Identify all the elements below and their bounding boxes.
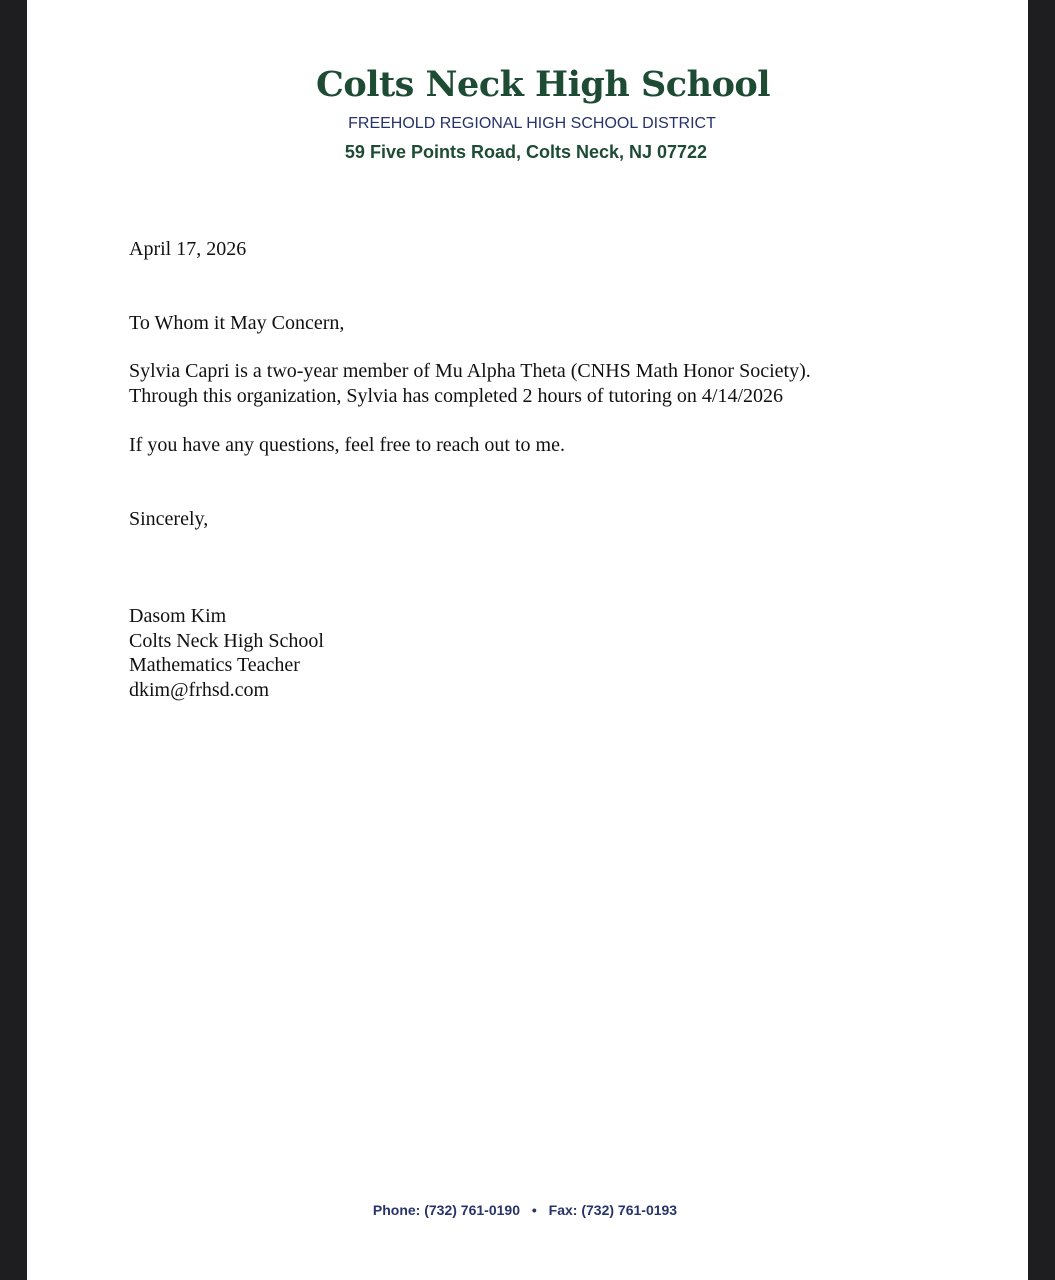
footer-separator: • <box>531 1202 537 1218</box>
letter-date: April 17, 2026 <box>129 238 247 260</box>
signer-school: Colts Neck High School <box>129 629 324 652</box>
school-address: 59 Five Points Road, Colts Neck, NJ 07722 <box>344 142 708 162</box>
signer-email: dkim@frhsd.com <box>129 678 270 701</box>
footer-fax: Fax: (732) 761-0193 <box>548 1202 678 1218</box>
district-name: FREEHOLD REGIONAL HIGH SCHOOL DISTRICT <box>348 115 716 132</box>
letter-footer <box>0 1202 1050 1218</box>
signer-name: Dasom Kim <box>129 605 227 627</box>
closing: Sincerely, <box>129 508 209 530</box>
footer-phone: Phone: (732) 761-0190 <box>372 1202 520 1218</box>
body-paragraph-1 <box>129 359 811 408</box>
salutation: To Whom it May Concern, <box>129 312 345 334</box>
paragraph-line: Through this organization, Sylvia has completed 2 hours of tutoring on 4/14/2026 <box>129 384 783 407</box>
signature-block <box>129 604 324 702</box>
school-name: Colts Neck High School <box>316 64 771 105</box>
paragraph-line: Sylvia Capri is a two-year member of Mu Alpha Theta (CNHS Math Honor Society). <box>129 360 811 382</box>
body-paragraph-2: If you have any questions, feel free to reach out to me. <box>129 434 565 456</box>
signer-title: Mathematics Teacher <box>129 654 300 676</box>
